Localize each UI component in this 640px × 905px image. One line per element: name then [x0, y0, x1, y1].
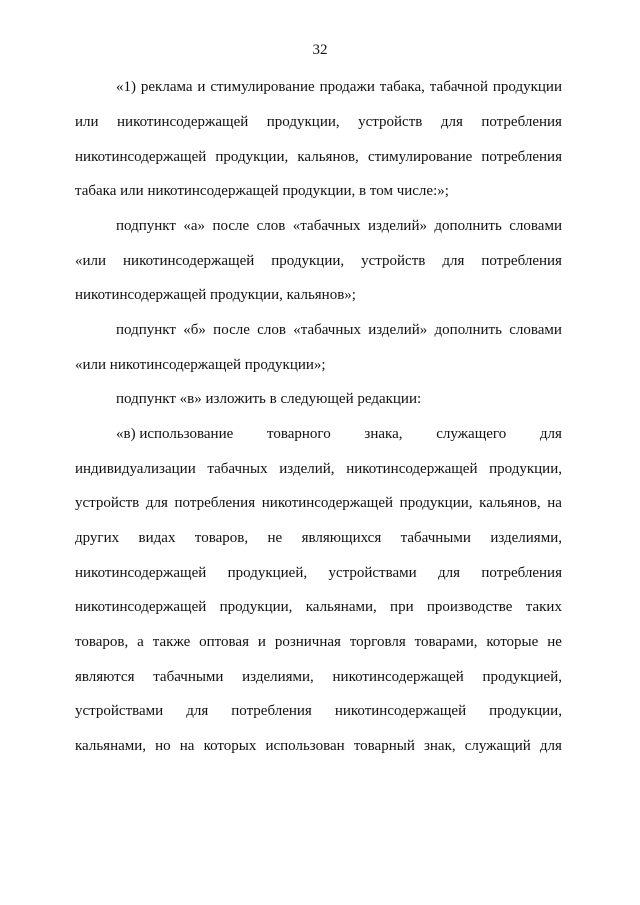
word: устройствами	[75, 703, 164, 719]
word: а	[137, 634, 144, 650]
text-line	[75, 251, 562, 271]
word: таких	[525, 599, 562, 615]
word: дополнить	[434, 322, 502, 338]
word: словами	[509, 218, 562, 234]
word: других	[75, 530, 120, 546]
word: индивидуализации	[75, 461, 196, 477]
text-line	[75, 528, 562, 548]
word: служащий	[464, 738, 531, 754]
word: после	[212, 218, 250, 234]
text-line: «или никотинсодержащей продукции»;	[75, 357, 326, 373]
word: продукцией,	[227, 565, 308, 581]
word: на	[547, 495, 562, 511]
word: товарный	[353, 738, 415, 754]
text-line	[75, 563, 562, 583]
word: или	[75, 114, 99, 130]
word: продажи	[319, 79, 375, 95]
word: устройств	[361, 253, 426, 269]
word: знака,	[364, 426, 403, 442]
word: табачными	[400, 530, 471, 546]
word: для	[440, 114, 463, 130]
word: стимулирование	[367, 149, 473, 165]
word: потребления	[481, 114, 562, 130]
word: изделиями,	[242, 669, 314, 685]
text-line	[116, 216, 562, 236]
word: «а»	[183, 218, 206, 234]
word: никотинсодержащей	[261, 495, 394, 511]
word: также	[152, 634, 191, 650]
word: при	[390, 599, 414, 615]
word: производстве	[426, 599, 513, 615]
word: на	[179, 738, 195, 754]
word: «табачных	[293, 322, 361, 338]
text-line	[116, 77, 562, 97]
text-line: никотинсодержащей продукции, кальянов»;	[75, 287, 356, 303]
word: никотинсодержащей	[346, 461, 478, 477]
word: продукцией,	[482, 669, 562, 685]
text-line	[75, 701, 562, 721]
word: устройств	[358, 114, 423, 130]
word: использован	[265, 738, 345, 754]
word: торговля	[349, 634, 406, 650]
word: «1)	[116, 79, 136, 95]
text-line	[75, 632, 562, 652]
text-line	[75, 667, 562, 687]
text-line	[75, 736, 562, 756]
word: оптовая	[199, 634, 249, 650]
text-line	[75, 597, 562, 617]
word: «в) использование	[116, 426, 234, 442]
word: табака,	[379, 79, 425, 95]
word: изделиями,	[490, 530, 562, 546]
word: устройств	[75, 495, 140, 511]
text-line	[116, 320, 562, 340]
word: изделий»	[367, 218, 427, 234]
word: товаров,	[75, 634, 129, 650]
word: товаров,	[194, 530, 249, 546]
word: для	[539, 738, 562, 754]
word: продукции,	[271, 253, 345, 269]
word: слов	[256, 218, 286, 234]
word: кальянов,	[297, 149, 359, 165]
word: товарного	[266, 426, 331, 442]
word: видах	[138, 530, 176, 546]
word: для	[539, 426, 562, 442]
word: кальянов,	[479, 495, 541, 511]
word: продукции	[492, 79, 562, 95]
word: для	[186, 703, 209, 719]
word: изделий»	[368, 322, 428, 338]
word: потребления	[174, 495, 256, 511]
word: словами	[509, 322, 562, 338]
word: слов	[257, 322, 286, 338]
word: потребления	[481, 149, 562, 165]
word: никотинсодержащей	[75, 599, 207, 615]
word: табачными	[153, 669, 224, 685]
word: но	[155, 738, 171, 754]
word: продукции,	[489, 461, 562, 477]
word: никотинсодержащей	[332, 669, 464, 685]
word: служащего	[436, 426, 507, 442]
word: «или	[75, 253, 107, 269]
word: продукции,	[399, 495, 473, 511]
word: продукции,	[219, 599, 293, 615]
word: товарами,	[414, 634, 478, 650]
word: которые	[486, 634, 539, 650]
word: являющихся	[301, 530, 382, 546]
text-line	[75, 147, 562, 167]
word: после	[213, 322, 250, 338]
word: никотинсодержащей	[117, 114, 249, 130]
word: подпункт	[116, 322, 176, 338]
word: дополнить	[434, 218, 502, 234]
text-line	[75, 112, 562, 132]
word: стимулирование	[210, 79, 315, 95]
word: розничная	[274, 634, 341, 650]
word: изделий,	[279, 461, 335, 477]
word: для	[442, 253, 465, 269]
word: не	[547, 634, 562, 650]
word: и	[257, 634, 266, 650]
word: и	[197, 79, 206, 95]
page-number: 32	[312, 42, 328, 58]
word: реклама	[140, 79, 193, 95]
word: кальянами,	[75, 738, 147, 754]
word: кальянами,	[305, 599, 377, 615]
word: устройствами	[328, 565, 417, 581]
word: для	[438, 565, 461, 581]
word: являются	[75, 669, 135, 685]
word: продукции,	[266, 114, 340, 130]
word: подпункт	[116, 218, 176, 234]
text-line: табака или никотинсодержащей продукции, в том числе:»;	[75, 183, 449, 199]
word: «б»	[183, 322, 206, 338]
word: знак,	[423, 738, 456, 754]
word: продукции,	[489, 703, 562, 719]
word: для	[145, 495, 168, 511]
word: продукции,	[215, 149, 289, 165]
word: табачных	[207, 461, 268, 477]
word: «табачных	[292, 218, 361, 234]
word: не	[267, 530, 283, 546]
text-line	[75, 459, 562, 479]
word: которых	[203, 738, 257, 754]
word: потребления	[481, 253, 562, 269]
text-line	[116, 424, 562, 444]
word: никотинсодержащей	[75, 565, 207, 581]
word: потребления	[481, 565, 562, 581]
word: никотинсодержащей	[75, 149, 207, 165]
word: никотинсодержащей	[123, 253, 255, 269]
text-line: подпункт «в» изложить в следующей редакции:	[116, 391, 422, 407]
word: табачной	[429, 79, 488, 95]
word: потребления	[231, 703, 312, 719]
text-line	[75, 493, 562, 513]
word: никотинсодержащей	[334, 703, 467, 719]
